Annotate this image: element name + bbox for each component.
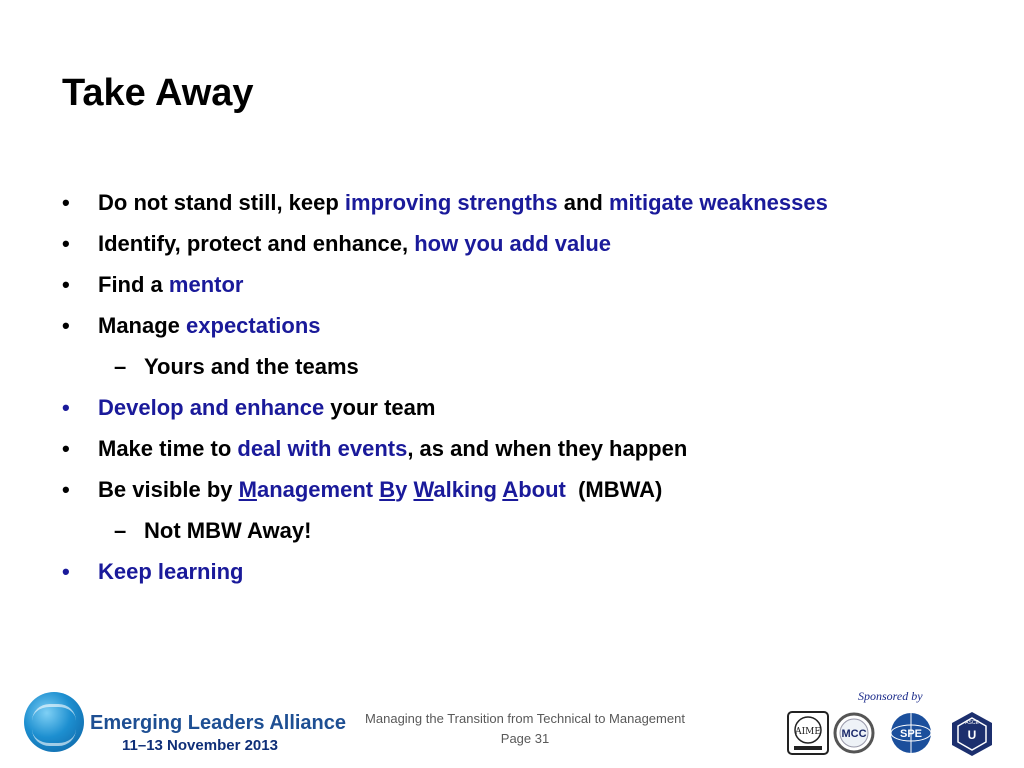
sub-bullet-item <box>62 352 962 393</box>
text-segment: and <box>557 190 609 215</box>
bullet-text <box>98 557 243 587</box>
text-segment: Identify, protect and enhance, <box>98 231 415 256</box>
asce-hex-icon <box>948 710 996 758</box>
text-segment: Manage <box>98 313 187 338</box>
text-segment: alking <box>433 477 503 502</box>
page-number: Page 31 <box>500 731 550 746</box>
text-segment: expectations <box>186 313 321 338</box>
aime-text: AIME <box>795 727 821 737</box>
sponsor-logos <box>786 710 998 758</box>
text-segment: anagement <box>256 477 380 502</box>
bullet-text <box>98 475 662 505</box>
text-segment: Do not stand still, keep <box>98 190 345 215</box>
sponsored-by-label: Sponsored by <box>858 689 923 703</box>
footer-caption <box>340 709 710 749</box>
bullet-item <box>62 311 962 352</box>
text-segment: , as and when they happen <box>407 436 688 461</box>
spe-globe-icon <box>878 710 944 756</box>
org-name: Emerging Leaders Alliance <box>90 712 347 734</box>
text-segment: bout <box>518 477 566 502</box>
asce-text: ASCE <box>965 720 979 726</box>
dash-marker: – <box>114 518 127 543</box>
mcc-logo-icon <box>832 710 876 756</box>
text-segment: Yours and the teams <box>144 354 359 379</box>
bullet-item <box>62 393 962 434</box>
bullet-item <box>62 557 962 598</box>
text-segment: Find a <box>98 272 169 297</box>
text-segment: mitigate weaknesses <box>608 190 828 215</box>
bullet-text <box>98 270 243 300</box>
bullet-item <box>62 188 962 229</box>
bullet-marker: • <box>62 395 70 420</box>
text-segment: Make time to <box>98 436 238 461</box>
text-segment: Be visible by <box>98 477 239 502</box>
bullet-marker: • <box>62 559 70 584</box>
bullet-marker: • <box>62 313 70 338</box>
text-segment: B <box>379 477 396 502</box>
text-segment: y <box>395 477 414 502</box>
text-segment: Not MBW Away! <box>144 518 312 543</box>
bullet-text <box>98 434 687 464</box>
dash-marker: – <box>114 354 127 379</box>
text-segment: deal with events <box>237 436 408 461</box>
text-segment: improving strengths <box>344 190 558 215</box>
bullet-item <box>62 434 962 475</box>
bullet-marker: • <box>62 272 70 297</box>
aime-seal-icon <box>786 710 830 756</box>
event-dates: 11–13 November 2013 <box>122 737 278 754</box>
text-segment: your team <box>324 395 436 420</box>
bullet-item <box>62 475 962 516</box>
text-segment: (MBWA) <box>565 477 663 502</box>
text-segment: mentor <box>168 272 244 297</box>
slide-title: Take Away <box>62 72 254 114</box>
svg-text:U: U <box>967 728 977 742</box>
bullet-item <box>62 270 962 311</box>
mcc-text: MCC <box>841 728 867 740</box>
bullet-text <box>98 188 828 218</box>
bullet-text <box>98 229 611 259</box>
text-segment: Develop and enhance <box>98 395 325 420</box>
text-segment: how you add value <box>414 231 612 256</box>
ela-logo <box>24 690 347 760</box>
text-segment: W <box>413 477 434 502</box>
bullet-text <box>144 352 359 382</box>
text-segment: Keep learning <box>98 559 244 584</box>
bullet-text <box>98 311 321 341</box>
bullet-marker: • <box>62 436 70 461</box>
footer-title: Managing the Transition from Technical to Management <box>365 711 685 726</box>
bullet-marker: • <box>62 231 70 256</box>
bullet-text <box>144 516 311 546</box>
bullet-list <box>62 188 962 598</box>
spe-text: SPE <box>899 728 923 740</box>
bullet-text <box>98 393 435 423</box>
text-segment: M <box>238 477 257 502</box>
text-segment: A <box>502 477 519 502</box>
bullet-item <box>62 229 962 270</box>
bullet-marker: • <box>62 477 70 502</box>
sub-bullet-item <box>62 516 962 557</box>
bullet-marker: • <box>62 190 70 215</box>
globe-icon <box>24 692 84 752</box>
